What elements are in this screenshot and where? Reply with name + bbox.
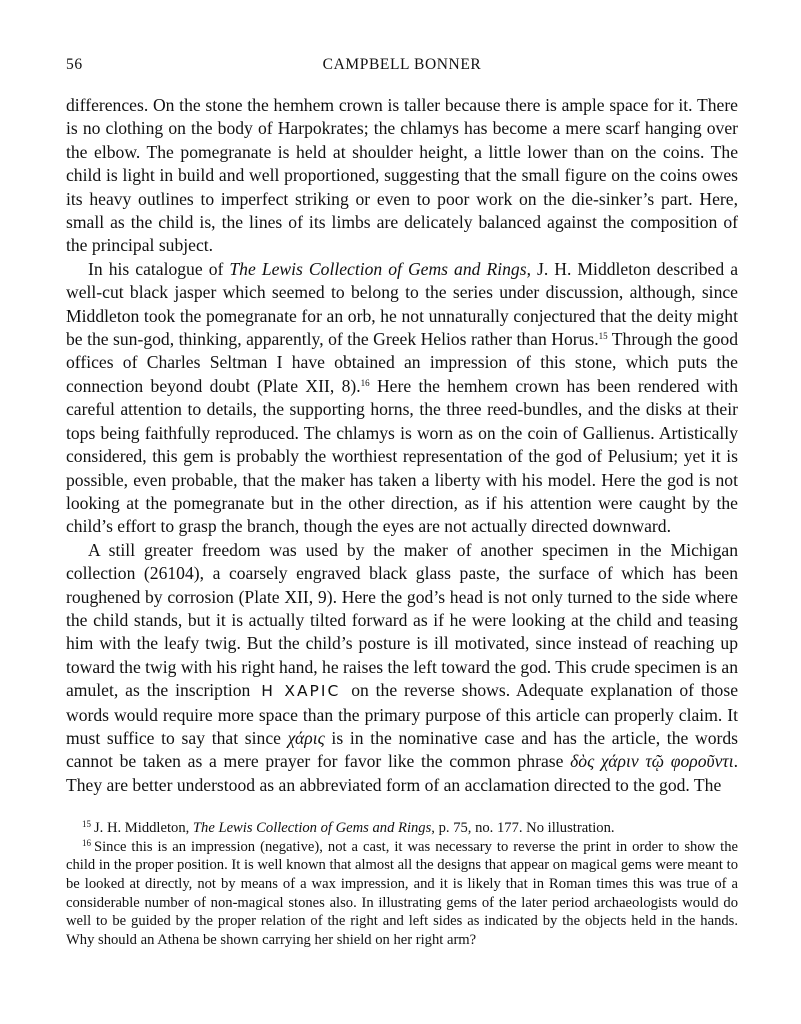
- book-title: The Lewis Collection of Gems and Rings: [229, 258, 527, 279]
- paragraph-3-text-c: is in the nominative case and has the article, the words cannot be taken as a mere prayer for favor like the common phrase: [66, 727, 739, 772]
- paragraph-3-text-d: . They are better understood as an abbreviated form of an acclamation directed to the god. The: [66, 751, 738, 795]
- paragraph-3-text-b: on the reverse shows. Adequate explanation of those words would require more space than the primary purpose of this article can properly claim. It must suffice to say that since: [66, 680, 739, 748]
- footnote-15-text-b: , p. 75, no. 177. No illustration.: [431, 820, 615, 837]
- footnote-15-marker: 15: [82, 819, 91, 830]
- footnote-16: [66, 838, 738, 950]
- paragraph-2-text-d: Here the hemhem crown has been rendered with careful attention to details, the supporting horns, the three reed-bundles, and the disks at their tops being faithfully reproduced. The chlamys is worn as on the coin of Gallienus. Artistically considered, this gem is probably the worthiest representation of the god of Pelusium; yet it is possible, even probable, that the maker has taken a liberty with his model. Here the god is not looking at the pomegranate but in the other direction, as if his attention were caught by the child’s effort to grasp the branch, though the eyes are not actually directed downward.: [66, 375, 738, 537]
- footnote-16-text: Since this is an impression (negative), not a cast, it was necessary to reverse the print in order to show the child in the proper position. It is well known that almost all the designs that appear on magical gems were meant to be looked at directly, not by means of a wax impression, and it is likely that in Roman times this was true of a considerable number of non-magical stones also. In illustrating gems of the later period archaeologists would do well to be guided by the proper relation of the right and left sides as indicated by the objects held in the hands. Why should an Athena be shown carrying her shield on her right arm?: [66, 838, 738, 948]
- running-head-author: CAMPBELL BONNER: [322, 56, 482, 73]
- page-number: 56: [66, 56, 83, 73]
- greek-phrase: δὸς χάριν τῷ φοροῦντι: [570, 751, 734, 772]
- paragraph-2-text-b: , J. H. Middleton described a well-cut black jasper which seemed to belong to the series under discussion, although, since Middleton took the pomegranate for an orb, he not unnaturally conjectured that the deity might be the sun-god, thinking, apparently, of the Greek Helios rather than Horus.: [66, 258, 739, 350]
- footnote-ref-15[interactable]: 15: [598, 331, 608, 342]
- paragraph-3-text-a: A still greater freedom was used by the maker of another specimen in the Michigan collection (26104), a coarsely engraved black glass paste, the surface of which has been roughened by corrosion (Plate XII, 9). Here the god’s head is not only turned to the side where the child stands, but it is actually tilted forward as if he were looking at the child and teasing him with the leafy twig. But the child’s posture is ill motivated, since instead of reaching up toward the twig with his right hand, he raises the left toward the god. This crude specimen is an amulet, as the inscription: [66, 539, 738, 701]
- running-head: [66, 56, 738, 82]
- greek-term: χάρις: [287, 727, 325, 748]
- body-text: [66, 94, 738, 797]
- footnote-15-title: The Lewis Collection of Gems and Rings: [192, 820, 432, 837]
- inscription: H XAPIC: [261, 682, 341, 701]
- page: [66, 56, 738, 949]
- footnote-16-marker: 16: [82, 837, 91, 848]
- paragraph-3: [66, 539, 738, 797]
- paragraph-2: [66, 258, 738, 539]
- paragraph-1: differences. On the stone the hemhem crown is taller because there is ample space for it. There is no clothing on the body of Harpokrates; the chlamys has become a mere scarf hanging over the elbow. The pomegranate is held at shoulder height, a little lower than on the coins. The child is light in build and well proportioned, suggesting that the small figure on the coins owes its heavy outlines to imperfect striking or even to poor work on the die-sinker’s part. Here, small as the child is, the lines of its limbs are delicately balanced against the composition of the principal subject.: [66, 95, 738, 256]
- footnotes: [66, 819, 738, 949]
- footnote-15: [66, 819, 738, 838]
- paragraph-2-text-a: In his catalogue of: [88, 258, 230, 279]
- footnote-ref-16[interactable]: 16: [360, 377, 370, 388]
- footnote-15-text-a: J. H. Middleton,: [94, 820, 193, 837]
- paragraph-2-text-c: Through the good offices of Charles Seltman I have obtained an impression of this stone, which puts the connection beyond doubt (Plate XII, 8).: [66, 329, 738, 396]
